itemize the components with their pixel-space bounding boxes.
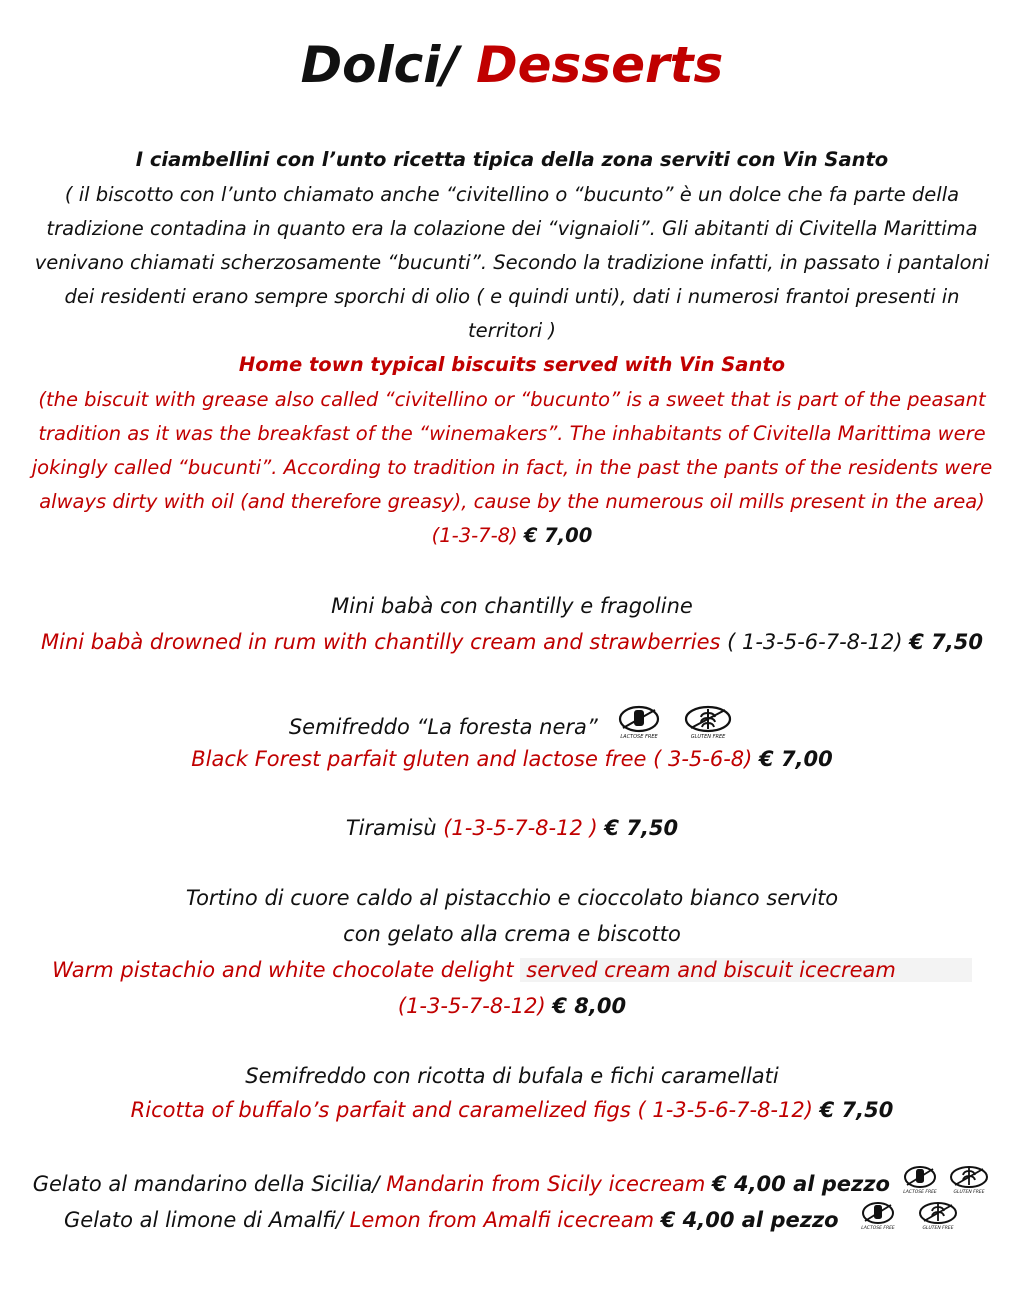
ciambellini-en-desc-1: (the biscuit with grease also called “civitellino or “bucunto” is a sweet that is part of the peasant: [38, 388, 986, 411]
page-title: [0, 36, 1024, 94]
tiramisu-allergens: (1-3-5-7-8-12 ): [443, 816, 598, 840]
ciambellini-price-line: [0, 519, 1024, 553]
ciambellini-allergens: (1-3-7-8): [431, 524, 518, 547]
mandarino-en: Mandarin from Sicily icecream: [379, 1172, 713, 1196]
lactose-free-icon: [901, 1165, 939, 1205]
tortino-price: € 8,00: [552, 994, 627, 1018]
limone-price: € 4,00 al pezzo: [660, 1208, 839, 1232]
ricotta-price: € 7,50: [819, 1098, 894, 1122]
baba-it: Mini babà con chantilly e fragoline: [331, 594, 693, 618]
foresta-it: Semifreddo “La foresta nera”: [288, 715, 598, 739]
baba-allergens: ( 1-3-5-6-7-8-12): [720, 630, 903, 654]
lactose-free-icon: [859, 1201, 897, 1241]
gluten-free-badge-text: GLUTEN FREE: [690, 734, 726, 740]
tiramisu-line: [0, 811, 1024, 845]
ciambellini-en-desc-4: always dirty with oil (and therefore greasy), cause by the numerous oil mills present in the area): [39, 490, 985, 513]
tortino-it-2: con gelato alla crema e biscotto: [343, 922, 681, 946]
tiramisu-it: Tiramisù: [345, 816, 437, 840]
foresta-price: € 7,00: [759, 747, 833, 771]
title-english: Desserts: [476, 36, 724, 94]
tortino-allergens: (1-3-5-7-8-12): [397, 994, 546, 1018]
ciambellini-en-desc-2: tradition as it was the breakfast of the “winemakers”. The inhabitants of Civitella Marittima were: [38, 422, 986, 445]
title-italian: Dolci/: [300, 36, 459, 94]
gluten-free-icon: [947, 1165, 991, 1205]
tortino-en-2: served cream and biscuit icecream: [520, 958, 972, 982]
foresta-en-line: [0, 742, 1024, 776]
tiramisu-price: € 7,50: [604, 816, 679, 840]
ciambellini-it-desc-3: venivano chiamati scherzosamente “bucunti”. Secondo la tradizione infatti, in passato i pantaloni: [34, 251, 990, 274]
ricotta-it: Semifreddo con ricotta di bufala e fichi caramellati: [245, 1064, 779, 1088]
baba-en: Mini babà drowned in rum with chantilly cream and strawberries: [41, 630, 721, 654]
baba-price: € 7,50: [909, 630, 983, 654]
ciambellini-it-desc-5: territori ): [468, 319, 556, 342]
mandarino-price: € 4,00 al pezzo: [712, 1172, 890, 1196]
ricotta-en: Ricotta of buffalo’s parfait and caramelized figs ( 1-3-5-6-7-8-12): [130, 1098, 813, 1122]
ciambellini-it-title: I ciambellini con l’unto ricetta tipica della zona serviti con Vin Santo: [135, 148, 889, 171]
mandarino-it: Gelato al mandarino della Sicilia/: [32, 1172, 380, 1196]
ciambellini-en-desc-3: jokingly called “bucunti”. According to tradition in fact, in the past the pants of the residents were: [31, 456, 993, 479]
tortino-it-1: Tortino di cuore caldo al pistacchio e cioccolato bianco servito: [185, 886, 839, 910]
baba-en-line: [0, 625, 1024, 659]
ciambellini-en-title: Home town typical biscuits served with Vin Santo: [238, 353, 786, 376]
lactose-free-badge-text: LACTOSE FREE: [902, 1190, 937, 1195]
lactose-free-badge-text: LACTOSE FREE: [861, 1226, 896, 1231]
tortino-en-line: [0, 953, 1024, 987]
ciambellini-price: € 7,00: [523, 524, 593, 547]
ciambellini-it-desc-4: dei residenti erano sempre sporchi di olio ( e quindi unti), dati i numerosi frantoi presenti in: [64, 285, 960, 308]
ciambellini-it-desc-2: tradizione contadina in quanto era la colazione dei “vignaioli”. Gli abitanti di Civitella Marittima: [46, 217, 978, 240]
limone-line: [0, 1201, 1024, 1241]
lactose-free-badge-text: LACTOSE FREE: [620, 734, 659, 740]
limone-it: Gelato al limone di Amalfi/: [64, 1208, 343, 1232]
tortino-price-line: [0, 989, 1024, 1023]
gluten-free-badge-text: GLUTEN FREE: [953, 1190, 985, 1195]
gluten-free-badge-text: GLUTEN FREE: [922, 1226, 954, 1231]
foresta-en: Black Forest parfait gluten and lactose free ( 3-5-6-8): [191, 747, 753, 771]
tortino-en-1: Warm pistachio and white chocolate delight: [52, 958, 521, 982]
limone-en: Lemon from Amalfi icecream: [342, 1208, 661, 1232]
ricotta-en-line: [0, 1093, 1024, 1127]
ciambellini-it-desc-1: ( il biscotto con l’unto chiamato anche “civitellino o “bucunto” è un dolce che fa parte della: [64, 183, 960, 206]
gluten-free-icon: [916, 1201, 960, 1241]
mandarino-line: [0, 1165, 1024, 1205]
